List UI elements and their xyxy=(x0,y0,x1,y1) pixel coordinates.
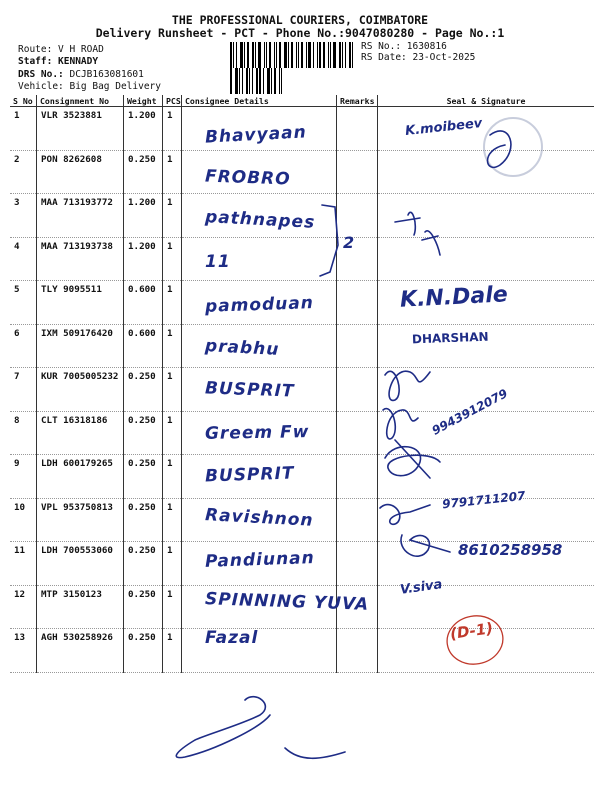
sno-cell: 2 xyxy=(10,150,37,194)
red-mark-oval xyxy=(443,612,506,669)
phone-row8: 9943912079 xyxy=(429,386,510,438)
handwritten-consignee: Greem Fw xyxy=(204,422,310,444)
signature-row1-flourish xyxy=(488,131,511,167)
consignment-cell: MAA 713193738 xyxy=(37,237,124,281)
sno-cell: 12 xyxy=(10,585,37,629)
consignment-cell: LDH 700553060 xyxy=(37,542,124,586)
weight-cell: 0.250 xyxy=(124,368,163,412)
pcs-cell: 1 xyxy=(163,194,182,238)
sno-cell: 13 xyxy=(10,629,37,673)
pcs-cell: 1 xyxy=(163,281,182,325)
phone-row10: 9791711207 xyxy=(441,488,527,512)
handwritten-consignee: FROBRO xyxy=(204,166,291,190)
route-info: Route: V H ROAD xyxy=(18,44,104,55)
handwritten-consignee: BUSPRIT xyxy=(204,378,295,402)
sno-cell: 8 xyxy=(10,411,37,455)
col-header-weight: Weight xyxy=(124,95,163,107)
sno-cell: 11 xyxy=(10,542,37,586)
consignment-cell: VLR 3523881 xyxy=(37,107,124,151)
sno-cell: 1 xyxy=(10,107,37,151)
signature-row4 xyxy=(422,231,440,255)
phone-row11: 8610258958 xyxy=(458,541,563,559)
handwritten-consignee: Fazal xyxy=(205,628,259,648)
consignment-cell: KUR 7005005232 xyxy=(37,368,124,412)
col-header-consignee: Consignee Details xyxy=(182,95,337,107)
bottom-signature-flourish xyxy=(176,697,345,759)
handwritten-consignee: pathnapes xyxy=(204,207,316,233)
consignment-cell: LDH 600179265 xyxy=(37,455,124,499)
handwritten-consignee: prabhu xyxy=(204,336,280,360)
weight-cell: 0.250 xyxy=(124,498,163,542)
bracket-note: 2 xyxy=(343,233,355,252)
handwritten-consignee: Bhavyaan xyxy=(204,122,308,148)
weight-cell: 0.600 xyxy=(124,281,163,325)
signature-row9 xyxy=(385,440,440,478)
signature-row6: DHARSHAN xyxy=(411,329,489,347)
weight-cell: 0.250 xyxy=(124,542,163,586)
sno-cell: 5 xyxy=(10,281,37,325)
signature-row1: K.moibeev xyxy=(404,115,483,140)
col-header-remarks: Remarks xyxy=(337,95,378,107)
pcs-cell: 1 xyxy=(163,107,182,151)
signature-row5: K.N.Dale xyxy=(399,282,509,313)
col-header-pcs: PCS xyxy=(163,95,182,107)
signature-row3 xyxy=(395,212,420,235)
pcs-cell: 1 xyxy=(163,368,182,412)
consignment-cell: TLY 9095511 xyxy=(37,281,124,325)
col-header-sno: S No xyxy=(10,95,37,107)
sno-cell: 6 xyxy=(10,324,37,368)
pcs-cell: 1 xyxy=(163,237,182,281)
pcs-cell: 1 xyxy=(163,150,182,194)
handwritten-consignee: 11 xyxy=(205,252,231,272)
col-header-seal: Seal & Signature xyxy=(378,95,595,107)
pcs-cell: 1 xyxy=(163,455,182,499)
weight-cell: 1.200 xyxy=(124,237,163,281)
handwritten-consignee: SPINNING YUVA xyxy=(204,589,370,615)
col-header-consignment: Consignment No xyxy=(37,95,124,107)
runsheet-title: THE PROFESSIONAL COURIERS, COIMBATORE xyxy=(171,13,429,27)
sno-cell: 9 xyxy=(10,455,37,499)
handwritten-consignee: BUSPRIT xyxy=(204,463,295,487)
weight-cell: 1.200 xyxy=(124,107,163,151)
red-mark-row13: (D-1) xyxy=(448,619,495,643)
weight-cell: 0.600 xyxy=(124,324,163,368)
weight-cell: 0.250 xyxy=(124,455,163,499)
pcs-cell: 1 xyxy=(163,498,182,542)
weight-cell: 0.250 xyxy=(124,150,163,194)
drs-value: DCJB163081601 xyxy=(69,69,144,80)
consignment-cell: VPL 953750813 xyxy=(37,498,124,542)
signature-row10 xyxy=(380,505,430,525)
rs-date: RS Date: 23-Oct-2025 xyxy=(361,52,476,63)
sno-cell: 4 xyxy=(10,237,37,281)
consignment-cell: MAA 713193772 xyxy=(37,194,124,238)
pcs-cell: 1 xyxy=(163,585,182,629)
consignment-cell: IXM 509176420 xyxy=(37,324,124,368)
signature-row8 xyxy=(383,409,418,439)
sno-cell: 7 xyxy=(10,368,37,412)
weight-cell: 0.250 xyxy=(124,585,163,629)
pcs-cell: 1 xyxy=(163,324,182,368)
handwritten-consignee: pamoduan xyxy=(204,293,315,317)
signature-row12: V.siva xyxy=(399,577,444,598)
signature-row7 xyxy=(385,371,430,400)
weight-cell: 0.250 xyxy=(124,411,163,455)
consignment-cell: PON 8262608 xyxy=(37,150,124,194)
weight-cell: 1.200 xyxy=(124,194,163,238)
drs-label: DRS No.: xyxy=(18,69,64,80)
consignment-cell: MTP 3150123 xyxy=(37,585,124,629)
sno-cell: 10 xyxy=(10,498,37,542)
rs-number: RS No.: 1630816 xyxy=(361,41,447,52)
weight-cell: 0.250 xyxy=(124,629,163,673)
runsheet-subtitle: Delivery Runsheet - PCT - Phone No.:9047080280 - Page No.:1 xyxy=(95,26,505,40)
sno-cell: 3 xyxy=(10,194,37,238)
staff-info: Staff: KENNADY xyxy=(18,56,99,67)
signature-row11 xyxy=(401,535,450,556)
vehicle-info: Vehicle: Big Bag Delivery xyxy=(18,81,161,92)
consignment-cell: CLT 16318186 xyxy=(37,411,124,455)
consignment-cell: AGH 530258926 xyxy=(37,629,124,673)
pcs-cell: 1 xyxy=(163,629,182,673)
bracket-mark xyxy=(320,205,338,276)
handwritten-consignee: Pandiunan xyxy=(204,548,316,572)
handwritten-consignee: Ravishnon xyxy=(204,505,315,531)
pcs-cell: 1 xyxy=(163,542,182,586)
pcs-cell: 1 xyxy=(163,411,182,455)
